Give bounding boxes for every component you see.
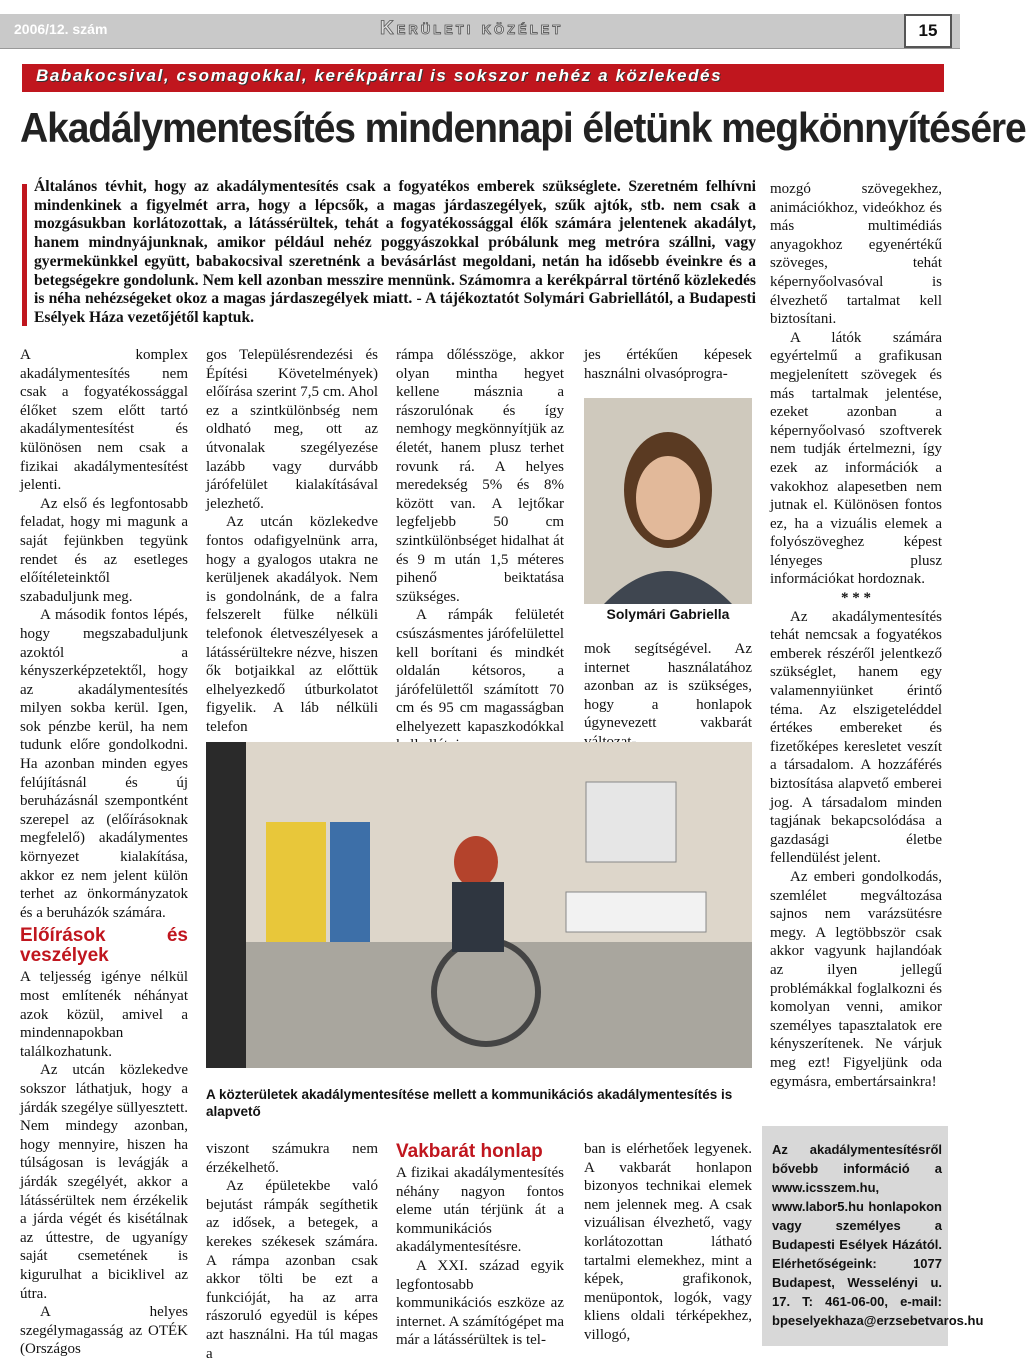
section-title: Kerületi közélet: [380, 18, 564, 39]
column-4-top: [584, 346, 752, 383]
main-photo-caption: A közterületek akadálymentesítése mellett a kommunikációs akadálymentesítés is alapvető: [206, 1087, 733, 1119]
paragraph: Az akadálymentesítés tehát nemcsak a fogyatékos emberek részéről jelentkező szükséglet, hanem egy valamennyiünket érintő téma. Az elszigeteléddel értékes embereket és fizetőképes keresletet veszít a társadalom. A hozzáférés biztosítása alapvető emberei jog. A társadalom minden tagjának bekapcsolódása a gazdasági életbe fellendülést jelent.: [770, 608, 942, 867]
paragraph: Az emberi gondolkodás, szemlélet megváltozása sajnos nem varázsütésre megy. A legtöbbször csak akkor vagyunk hajlandóak az ilyen jellegű problémákkal foglalkozni és komolyan venni, amikor személyes tapasztalatok ere kényszerítenek. Ne várjuk meg ezt! Figyeljünk oda egymásra, embertársainkra!: [770, 868, 942, 1090]
paragraph: A fizikai akadálymentesítés néhány nagyon fontos eleme után térjünk át a kommunikációs akadálymentesítésre.: [396, 1165, 564, 1256]
paragraph: rámpa dőlésszöge, akkor olyan mintha hegyet kellene másznia a rászorulónak és így nemhogy megkönnyítjük az életét, hanem plusz terhet rovunk rá. A helyes meredekség 5% és 8% között van. A lejtőkar legfeljebb 50 cm szintkülönbséget hidalhat át és 9 m után 1,5 méteres pihenő beiktatása szükséges.: [396, 347, 564, 605]
lead-paragraph: Általános tévhit, hogy az akadálymentesítés csak a fogyatékos emberek szükséglete. Szeretném felhívni mindenkinek a figyelmét arra, hogy a lépcsők, a magas járdaszegélyek, szűk ajtók, stb. nem csak a mozgásukban korlátozottak, a látássérültek, tehát a fogyatékossággal élők számára jelentenek akadályt, hanem mindnyájunknak, amikor például nehéz poggyászokkal próbálunk meg metróra szállni, vagy gyermekünkkel együtt, babakocsival szeretnénk a bevásárlást megoldani, netán ha idősebb éveinkre és a betegségekre gondolunk. Nem kell azonban messzire mennünk. Számomra a kerékpárral történő közlekedés is néha nehézségeket okoz a magas járdaszegélyek miatt. - A tájékoztatót Solymári Gabriellától, a Budapesti Esélyek Háza vezetőjétől kaptuk.: [34, 178, 756, 326]
kicker-text: Babakocsival, csomagokkal, kerékpárral is sokszor nehéz a közlekedés: [36, 66, 723, 85]
office-wheelchair-illustration: [206, 742, 752, 1068]
portrait-caption: Solymári Gabriella: [606, 606, 730, 622]
paragraph: Az utcán közlekedve sokszor láthatjuk, hogy a járdák szegélye süllyesztett. Nem mindegy azonban, hogy mennyire, hiszen ha túlságosan is levágják a járdák szegélyét, akkor a látássérültek nem érzékelik a járda végét és kisétálnak az úttestre, de ugyanígy saját csemetének is kigurulhat a biciklivel az útra.: [20, 1062, 188, 1302]
page-number: 15: [904, 14, 952, 48]
paragraph: A második fontos lépés, hogy megszabaduljunk azoktól a kényszerképzetektől, hogy az akadálymentesítés milyen sokba kerül. Igen, sok pénzbe kerül, ha nem tudunk előre gondolkodni. Ha azonban minden egyes felújításnál és új beruházásnál szempontként szerepel az (előírásoknak megfelelő) akadálymentes környezet kialakítása, akkor ez nem jelent külön terhet az önkormányzatok és a beruházók számára.: [20, 607, 188, 921]
paragraph: A látók számára egyértelmű a grafikusan megjelenített szövegek és más tartalmak jelentése, ezeket azonban a képernyőolvasó szoftverek nem tudják értelmezni, így ezek az információk a vakokhoz alapesetben nem jutnak el. Különösen fontos ez, ha a vizuális elemek a folyószöveghez képest lényeges plusz információkat hordoznak.: [770, 329, 942, 588]
column-1: [20, 346, 188, 1359]
paragraph: Az utcán közlekedve fontos odafigyelnünk arra, hogy a gyalogos utakra ne kerüljenek akadályok. Nem is gondolnánk, de a falra felszerelt fülke nélküli telefonok életveszélyesek a látássérültekre nézve, hiszen ők botjaikkal az előttük elhelyezkedő útburkolatot figyelik. A láb nélküli telefon: [206, 514, 378, 735]
subheading-rules: Előírások és veszélyek: [20, 925, 188, 967]
section-stars: * * *: [841, 590, 871, 607]
paragraph: Az épületekbe való bejutást rámpák segíthetik az idősek, a betegek, a kerekes székesek számára. A rámpa azonban csak akkor tölti be ezt a funkcióját, ha az arra rászoruló egyedül is képes azt használni. Ha túl magas a: [206, 1178, 378, 1362]
paragraph: ban is elérhetőek legyenek. A vakbarát honlapon bizonyos technikai elemek nem jelennek meg. A csak vizuálisan élvezhető, vagy korlátozottan látható tartalmi elemekhez, mint a képek, grafikonok, menüpontok, logók, vagy kliens oldali térképekhez, villogó,: [584, 1141, 752, 1343]
paragraph: A teljesség igénye nélkül most említenék néhányat azok közül, amivel a mindennapokban találkozhatunk.: [20, 969, 188, 1060]
paragraph: A helyes szegélymagasság az OTÉK (Országos: [20, 1304, 188, 1358]
paragraph: mok segítségével. Az internet használatához azonban az is szükséges, hogy a honlapok úgynevezett vakbarát: [584, 641, 752, 732]
lead-accent-bar: [22, 184, 27, 326]
paragraph: viszont számukra nem érzékelhető.: [206, 1141, 378, 1176]
paragraph: A XXI. század egyik legfontosabb kommunikációs eszköze az internet. A számítógépet ma már a látássérültek is tel-: [396, 1257, 564, 1349]
column-4-mid: [584, 640, 752, 752]
column-3-top: [396, 346, 564, 755]
portrait-photo: [584, 398, 752, 604]
column-5: [770, 180, 942, 1091]
column-4-bottom: [584, 1140, 752, 1345]
portrait-illustration: [584, 398, 752, 604]
info-box-text: Az akadálymentesítésről bővebb információ a www.icsszem.hu, www.labor5.hu honlapokon vagy személyes a Budapesti Esélyek Házától. Elérhetőségeink: 1077 Budapest, Wesselényi u. 17. T: 461-06-00, e-mail: bpeselyekhaza@erzsebetvaros.hu: [772, 1142, 984, 1328]
paragraph: mozgó szövegekhez, animációkhoz, videókhoz és más multimédiás anyagokhoz egyenértékű szöveges, tehát képernyőolvasóval is élvezhető tartalmat kell biztosítani.: [770, 181, 942, 328]
subheading-blind-friendly: Vakbarát honlap: [396, 1141, 543, 1162]
column-3-bottom: [396, 1138, 564, 1350]
paragraph: A rámpák felületét csúszásmentes járófelülettel kell borítani és mindkét oldalán kétsoros, a járófelülettől számított 70 cm és 95 cm magasságban elhelyezett kapaszkodókkal: [396, 607, 564, 735]
paragraph: jes értékűen képesek használni olvasóprogra-: [584, 347, 752, 382]
issue-number: 2006/12. szám: [14, 21, 108, 37]
main-photo: [206, 742, 752, 1068]
paragraph: Az első és legfontosabb feladat, hogy mi magunk a saját fejünkben tegyünk rendet és az esetleges előítéleteinktől szabaduljunk meg.: [20, 495, 188, 605]
paragraph: A komplex akadálymentesítés nem csak a fogyatékossággal élőket szem előtt tartó akadálymentesítést és különösen nem csak a fizikai akadálymentesítést jelenti.: [20, 347, 188, 494]
column-2-bottom: [206, 1140, 378, 1363]
paragraph: gos Településrendezési és Építési Követelmények) előírása szerint 7,5 cm. Ahol ez a szintkülönbség nem oldható meg, ott az útvonalak szegélyezése lazább vagy durvább járófelület kialakításával jelezhető.: [206, 347, 378, 512]
column-2-top: [206, 346, 378, 736]
headline: Akadálymentesítés mindennapi életünk megkönnyítésére: [20, 104, 1026, 151]
